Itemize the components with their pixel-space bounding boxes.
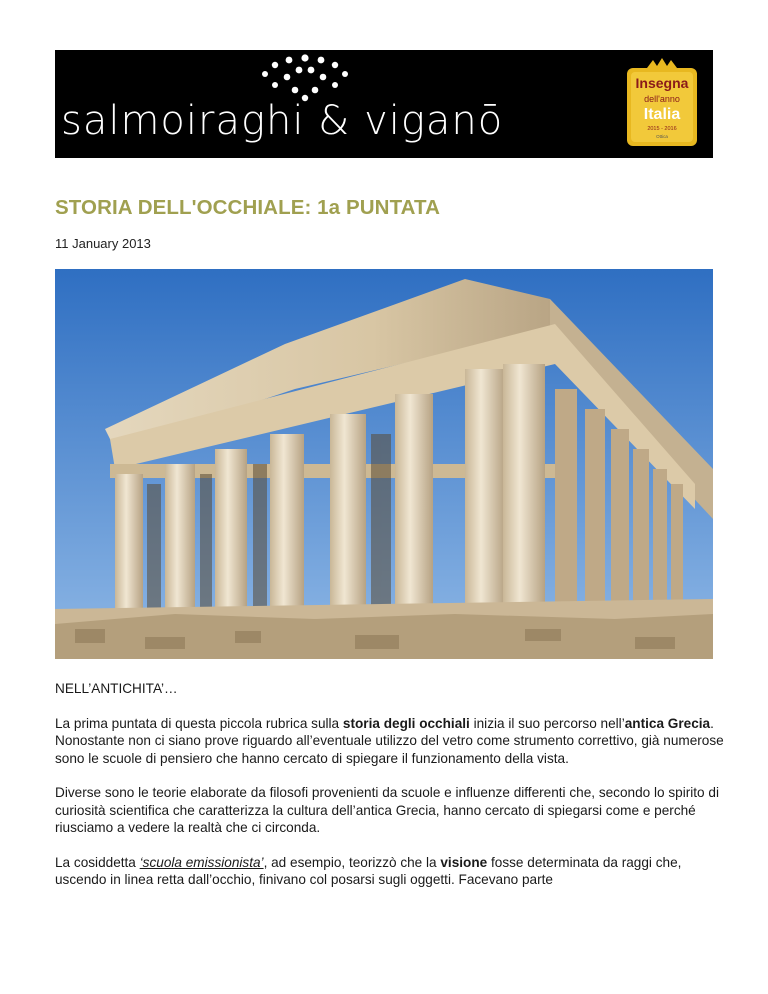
parthenon-image (55, 269, 713, 659)
logo-dots-icon (225, 50, 385, 105)
article-date: 11 January 2013 (55, 236, 151, 251)
badge-line1: Insegna (635, 75, 689, 91)
article-image (55, 269, 713, 659)
section-heading: NELL’ANTICHITA’… (55, 681, 178, 696)
award-badge (623, 58, 701, 148)
badge-line4: 2015 - 2016 (647, 126, 677, 132)
badge-line5: Ottica (656, 134, 668, 139)
badge-line3: Italia (643, 106, 681, 123)
article-title: STORIA DELL'OCCHIALE: 1a PUNTATA (55, 196, 441, 219)
paragraph-2: Diverse sono le teorie elaborate da filosofi provenienti da scuole e influenze differenti che, secondo lo spirito di curiosità scientifica che caratterizza la cultura dell’antica Grecia, hanno cercato di spiegarsi come e perché riusciamo a vedere la realtà che ci circonda. (55, 785, 719, 835)
badge-line2: dell'anno (644, 94, 680, 104)
paragraph-1: La prima puntata di questa piccola rubrica sulla storia degli occhiali inizia il suo percorso nell’antica Grecia. Nonostante non ci siano prove riguardo all’eventuale utilizzo del vetro come strumento correttivo, già numerose sono le scuole di pensiero che hanno cercato di spiegare il funzionamento della vista. (55, 715, 724, 766)
brand-logo-text: salmoiraghi & viganō (61, 98, 504, 144)
article-body (55, 680, 725, 906)
paragraph-3: La cosiddetta ‘scuola emissionista’, ad esempio, teorizzò che la visione fosse determinata da raggi che, uscendo in linea retta dall’occhio, finivano col posarsi sugli oggetti. Facevano parte (55, 854, 682, 887)
scuola-emissionista-link[interactable]: ‘scuola emissionista’ (139, 854, 264, 870)
brand-banner (55, 50, 713, 158)
